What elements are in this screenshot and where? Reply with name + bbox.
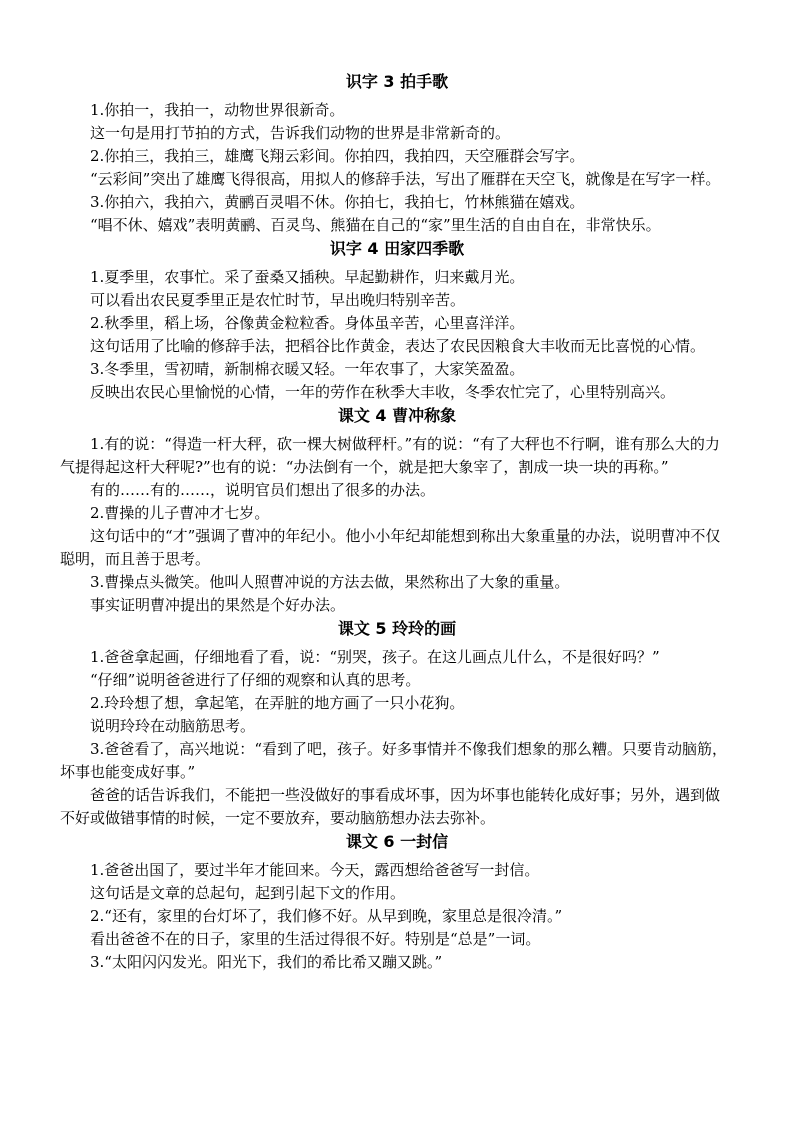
text-line: 1.夏季里，农事忙。采了蚕桑又插秧。早起勤耕作，归来戴月光。 [90,268,525,286]
text-line: “云彩间”突出了雄鹰飞得很高，用拟人的修辞手法，写出了雁群在天空飞，就像是在写字一样。 [90,170,721,188]
text-line: 3.爸爸看了，高兴地说：“看到了吧，孩子。好多事情并不像我们想象的那么糟。只要肯动脑筋，坏事也能变成好事。” [60,740,727,781]
text-line: 有的……有的……，说明官员们想出了很多的办法。 [90,481,436,499]
text-line: 这一句是用打节拍的方式，告诉我们动物的世界是非常新奇的。 [90,124,511,142]
section-a-letter [60,831,734,974]
section-title: 识字 4 田家四季歌 [329,239,465,258]
section-cao-chong [60,405,734,617]
section-lingling-painting [60,618,734,830]
text-line: 1.有的说：“得造一杆大秤，砍一棵大树做秤杆。”有的说：“有了大秤也不行啊，谁有那么大的力气提得起这杆大秤呢?”也有的说：“办法倒有一个，就是把大象宰了，割成一块一块的再称。” [60,435,720,476]
text-line: 可以看出农民夏季里正是农忙时节，早出晚归特别辛苦。 [90,291,466,309]
text-line: 说明玲玲在动脑筋思考。 [90,717,256,735]
text-line: 爸爸的话告诉我们，不能把一些没做好的事看成坏事，因为坏事也能转化成好事；另外，遇到做不好或做错事情的时候，一定不要放弃，要动脑筋想办法去弥补。 [60,786,721,827]
text-line: 这句话是文章的总起句，起到引起下文的作用。 [90,884,406,902]
section-title: 识字 3 拍手歌 [345,72,449,91]
text-line: 2.你拍三，我拍三，雄鹰飞翔云彩间。你拍四，我拍四，天空雁群会写字。 [90,147,585,165]
text-line: “唱不休、嬉戏”表明黄鹂、百灵鸟、熊猫在自己的“家”里生活的自由自在，非常快乐。 [90,216,661,234]
text-line: 这句话用了比喻的修辞手法，把稻谷比作黄金，表达了农民因粮食大丰收而无比喜悦的心情。 [90,337,706,355]
text-line: 3.你拍六，我拍六，黄鹂百灵唱不休。你拍七，我拍七，竹林熊猫在嬉戏。 [90,193,585,211]
text-line: “仔细”说明爸爸进行了仔细的观察和认真的思考。 [90,671,421,689]
text-line: 2.“还有，家里的台灯坏了，我们修不好。从早到晚，家里总是很冷清。” [90,907,563,925]
text-line: 2.玲玲想了想，拿起笔，在弄脏的地方画了一只小花狗。 [90,694,465,712]
text-line: 看出爸爸不在的日子，家里的生活过得很不好。特别是“总是”一词。 [90,930,541,948]
text-line: 1.你拍一，我拍一，动物世界很新奇。 [90,101,345,119]
text-line: 1.爸爸出国了，要过半年才能回来。今天，露西想给爸爸写一封信。 [90,861,540,879]
text-line: 3.“太阳闪闪发光。阳光下，我们的希比希又蹦又跳。” [90,953,443,971]
text-line: 1.爸爸拿起画，仔细地看了看，说：“别哭，孩子。在这儿画点儿什么，不是很好吗？” [90,648,660,666]
text-line: 事实证明曹冲提出的果然是个好办法。 [90,596,346,614]
text-line: 3.曹操点头微笑。他叫人照曹冲说的方法去做，果然称出了大象的重量。 [90,573,570,591]
text-line: 3.冬季里，雪初晴，新制棉衣暖又轻。一年农事了，大家笑盈盈。 [90,360,525,378]
section-title: 课文 6 一封信 [345,832,449,851]
text-line: 这句话中的“才”强调了曹冲的年纪小。他小小年纪却能想到称出大象重量的办法，说明曹冲不仅聪明，而且善于思考。 [60,527,721,568]
section-title: 课文 4 曹冲称象 [337,406,457,425]
text-line: 2.曹操的儿子曹冲才七岁。 [90,504,270,522]
section-farm-seasons [60,238,734,404]
text-line: 反映出农民心里愉悦的心情，一年的劳作在秋季大丰收，冬季农忙完了，心里特别高兴。 [90,383,676,401]
section-clap-song [60,71,734,237]
text-line: 2.秋季里，稻上场，谷像黄金粒粒香。身体虽辛苦，心里喜洋洋。 [90,314,525,332]
section-title: 课文 5 玲玲的画 [337,619,457,638]
